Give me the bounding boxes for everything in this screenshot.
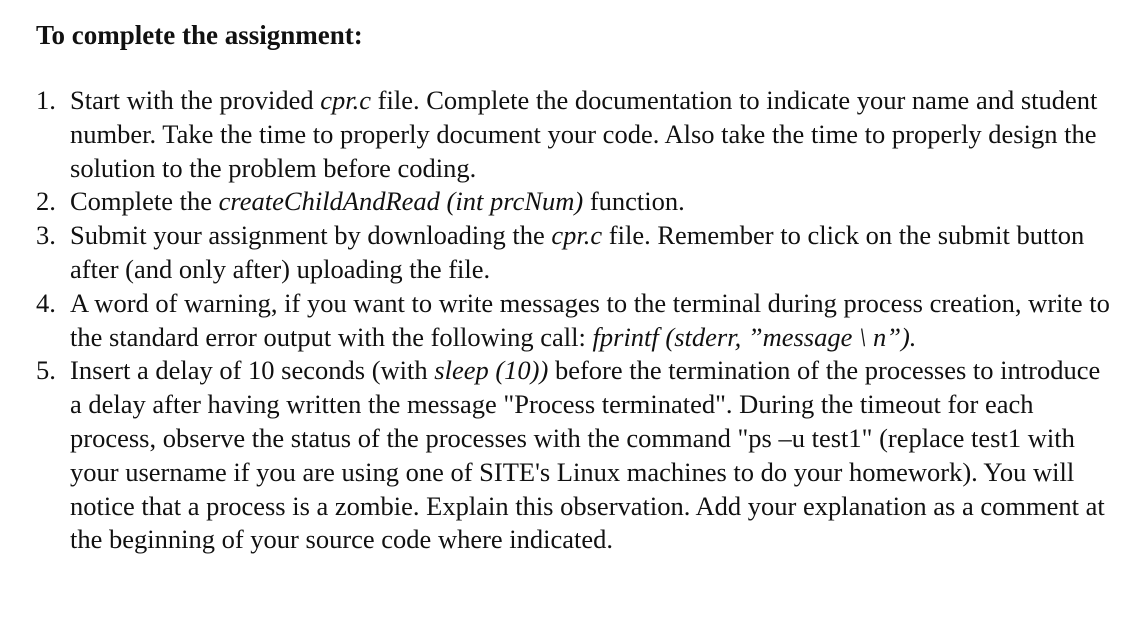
step-number: 1. xyxy=(36,85,56,115)
step-text xyxy=(70,287,1110,355)
step-number: 2. xyxy=(36,186,56,217)
step-text-run: Complete the xyxy=(70,186,219,217)
step-text-italic: cpr.c xyxy=(551,220,603,251)
step-text-run: file. Remember to click on the submit button after (and only after) uploading the file. xyxy=(70,220,1085,284)
step-text-run: A word of warning, if you want to write messages to the terminal during process creation, write to the standard error output with the following call: xyxy=(70,287,1110,352)
step-item xyxy=(36,219,1110,287)
step-text-run: file. Complete the documentation to indicate your name and student number. Take the time to properly document your code. Also take the time to properly design the solution to the problem before coding. xyxy=(70,85,1098,183)
step-text-italic: fprintf (stderr, ”message \ n”). xyxy=(592,321,917,352)
step-text-run: before the termination of the processes to introduce a delay after having written the message "Process terminated". During the timeout for each process, observe the status of the processes with the command "ps –u test1" (replace test1 with your username if you are using one of SITE's Linux machines to do your homework). You will notice that a process is a zombie. Explain this observation. Add your explanation as a comment at the beginning of your source code where indicated. xyxy=(70,355,1105,555)
steps-list xyxy=(36,84,1110,557)
step-text xyxy=(70,354,1110,557)
step-number: 5. xyxy=(36,355,56,386)
step-text-run: Submit your assignment by downloading the xyxy=(70,220,552,251)
step-number: 4. xyxy=(36,287,56,318)
instructions-heading: To complete the assignment: xyxy=(36,20,363,50)
step-text-italic: createChildAndRead (int prcNum) xyxy=(218,186,584,217)
step-item xyxy=(36,84,1110,185)
step-text-run: function. xyxy=(583,186,685,217)
step-text-italic: sleep (10)) xyxy=(434,355,549,386)
step-item xyxy=(36,354,1110,557)
step-text xyxy=(70,185,1110,219)
step-text xyxy=(70,219,1110,287)
step-text-run: Start with the provided xyxy=(70,85,321,115)
step-text-run: Insert a delay of 10 seconds (with xyxy=(70,355,435,386)
step-item xyxy=(36,185,1110,219)
step-item xyxy=(36,287,1110,355)
step-text-italic: cpr.c xyxy=(320,85,372,115)
step-number: 3. xyxy=(36,220,56,251)
step-text xyxy=(70,84,1110,185)
